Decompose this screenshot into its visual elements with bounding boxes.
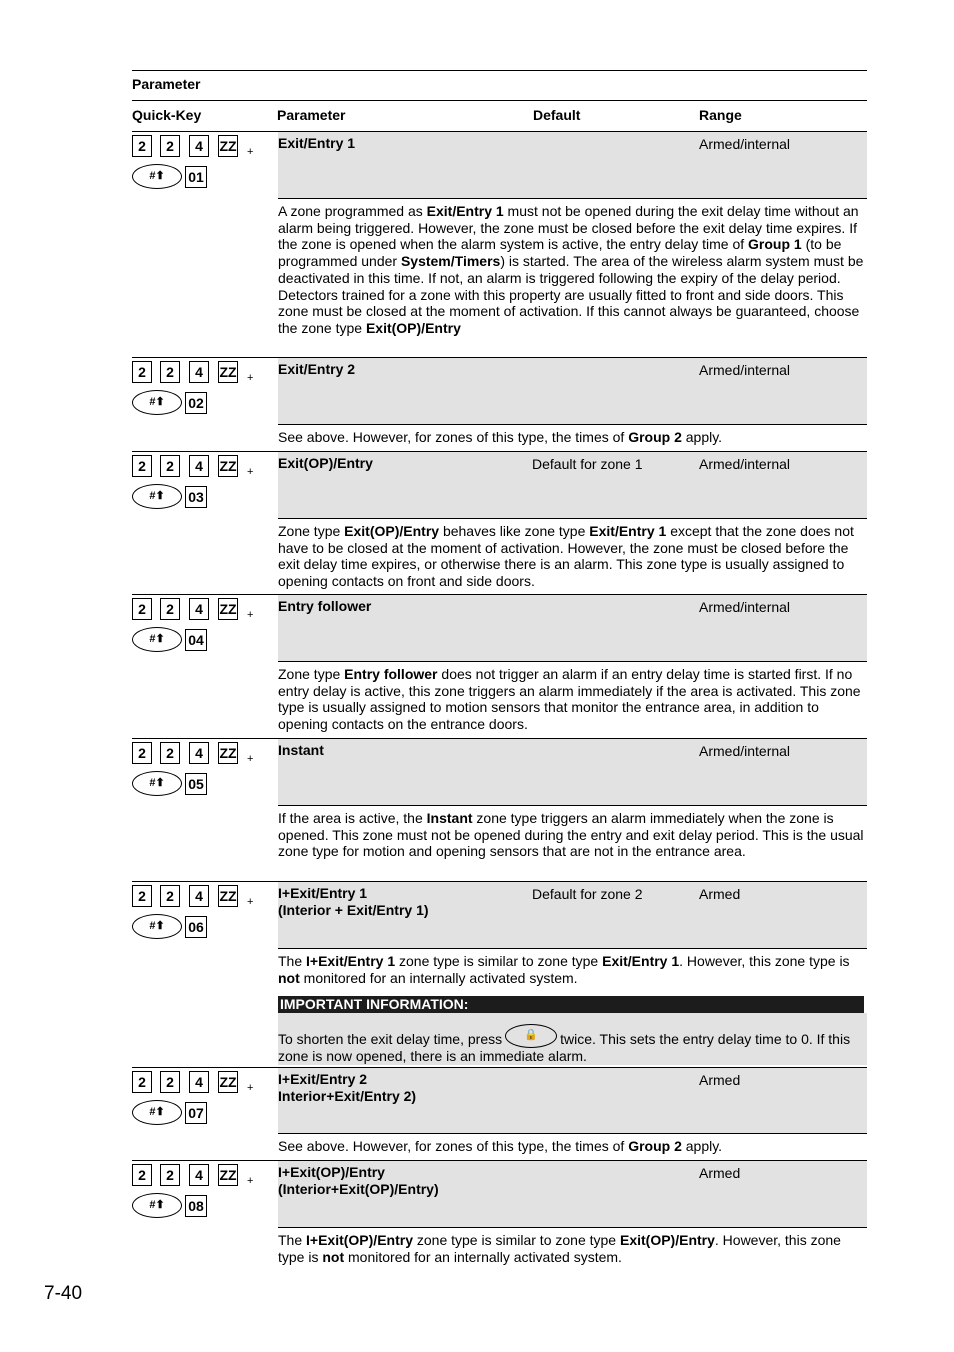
zone-type-code: 06 [185,916,207,938]
emphasis-text: Group 2 [628,429,682,445]
plus-sign: + [247,896,254,908]
description-text: (to be programmed under [278,236,842,270]
parameter-range: Armed/internal [699,362,791,378]
parameter-description [278,953,868,986]
emphasis-text: Group 1 [748,236,802,253]
hash-up-arrow-key-icon: #⬆ [132,484,182,509]
important-text-after: twice. This sets the entry delay time to 0. If this zone is now opened, there is an immediate alarm. [278,1031,851,1065]
description-text: The [278,953,307,969]
parameter-name-line: I+Exit(OP)/Entry [278,1164,385,1180]
description-text: . However, this zone type is [679,953,850,969]
description-text: apply. [681,1138,723,1154]
parameter-name-subtitle: (Interior+Exit(OP)/Entry) [278,1181,439,1197]
column-header-quickkey: Quick-Key [132,107,202,123]
hash-up-arrow-key-icon: #⬆ [132,914,182,939]
zone-type-code: 08 [185,1195,207,1217]
emphasis-text: Exit/Entry 1 [602,953,680,969]
description-text: zone type triggers an alarm immediately when the zone is opened. This zone must not be opened during the entry and exit delay period. This is the usual zone type for motion and opening sensors that are not in the entrance area. [278,810,864,860]
parameter-name-subtitle: (Interior + Exit/Entry 1) [278,902,429,918]
parameter-description [278,666,868,733]
description-text: The [278,1232,307,1248]
digit-key-icon: 4 [189,742,209,764]
digit-key-icon: 2 [132,742,152,764]
zone-key-icon: ZZ [218,742,238,764]
description-text: monitored for an internally activated system. [299,969,578,986]
zone-key-icon: ZZ [218,135,238,157]
important-information-box [278,1013,867,1065]
digit-key-icon: 4 [189,361,209,383]
column-header-parameter: Parameter [277,107,346,123]
zone-type-code: 07 [185,1102,207,1124]
quick-key-sequence [132,598,272,658]
parameter-name [278,361,518,378]
parameter-range: Armed/internal [699,743,791,759]
description-text: ) is started. The area of the wireless alarm system must be deactivated in this time. If not, an alarm is triggered following the expiry of the delay period. Detectors trained for a zone with this property are usually fitted to front and side doors. This zone must be closed at the moment of activation. If this cannot always be guaranteed, choose the zone type [278,253,864,336]
parameter-range: Armed/internal [699,599,791,615]
parameter-name-line: Exit(OP)/Entry [278,455,373,471]
parameter-name [278,885,518,919]
digit-key-icon: 4 [189,1164,209,1186]
plus-sign: + [247,609,254,621]
column-header-range: Range [699,107,742,123]
emphasis-text: I+Exit(OP)/Entry [306,1232,413,1248]
digit-key-icon: 2 [160,742,180,764]
emphasis-text: Exit(OP)/Entry [344,523,440,539]
digit-key-icon: 2 [160,598,180,620]
digit-key-icon: 2 [160,135,180,157]
parameter-name-line: I+Exit/Entry 2 [278,1071,368,1087]
digit-key-icon: 2 [132,455,152,477]
hash-up-arrow-key-icon: #⬆ [132,1100,182,1125]
emphasis-text: Entry follower [344,666,438,682]
quick-key-sequence [132,1071,272,1131]
emphasis-text: I+Exit/Entry 1 [306,953,396,969]
plus-sign: + [247,466,254,478]
plus-sign: + [247,372,254,384]
plus-sign: + [247,1082,254,1094]
parameter-range: Armed/internal [699,136,791,152]
digit-key-icon: 2 [160,1164,180,1186]
parameter-name [278,1164,518,1198]
digit-key-icon: 4 [189,135,209,157]
emphasis-text: Exit(OP)/Entry [619,1232,715,1248]
parameter-range: Armed [699,886,741,902]
zone-type-code: 01 [185,166,207,188]
quick-key-sequence [132,455,272,515]
emphasis-text: Instant [426,810,473,826]
description-text: Zone type [278,666,345,682]
parameter-name-line: Exit/Entry 2 [278,361,356,377]
digit-key-icon: 2 [132,135,152,157]
important-text-before: To shorten the exit delay time, press [278,1031,503,1047]
important-information-text [278,1031,858,1065]
hash-up-arrow-key-icon: #⬆ [132,390,182,415]
plus-sign: + [247,146,254,158]
emphasis-text: Group 2 [628,1138,682,1154]
digit-key-icon: 2 [160,1071,180,1093]
digit-key-icon: 2 [160,361,180,383]
quick-key-sequence [132,135,272,195]
description-text: except that the zone does not have to be closed at the moment of activation. However, the zone must be closed before the exit delay time expires, or otherwise there is an alarm. This zone type is usually assigned to opening contacts on front and side doors. [278,523,854,590]
emphasis-text: Exit/Entry 1 [426,203,504,219]
plus-sign: + [247,1175,254,1187]
parameter-name [278,598,518,615]
page-number: 7-40 [44,1283,83,1304]
quick-key-sequence [132,742,272,802]
description-text: See above. However, for zones of this type, the times of [278,429,629,445]
parameter-description [278,1232,868,1265]
emphasis-text: System/Timers [400,253,501,270]
digit-key-icon: 4 [189,885,209,907]
digit-key-icon: 2 [132,885,152,907]
top-rule [132,70,867,71]
digit-key-icon: 4 [189,455,209,477]
parameter-name-line: I+Exit/Entry 1 [278,885,368,901]
parameter-description [278,810,868,860]
parameter-description [278,203,868,337]
description-text: does not trigger an alarm if an entry delay time is started first. If no entry delay is active, this zone triggers an alarm immediately if the area is activated. This zone type is usually assigned to motion sensors that monitor the entrance area, in addition to opening contacts on the entrance doors. [278,666,861,733]
parameter-name [278,742,518,759]
zone-key-icon: ZZ [218,455,238,477]
hash-up-arrow-key-icon: #⬆ [132,1193,182,1218]
parameter-description [278,429,868,446]
quick-key-sequence [132,1164,272,1224]
zone-type-code: 03 [185,486,207,508]
hash-up-arrow-key-icon: #⬆ [132,771,182,796]
parameter-range: Armed [699,1165,741,1181]
parameter-name [278,455,518,472]
lock-key-icon: 🔒 [505,1024,557,1048]
emphasis-text: Exit/Entry 1 [589,523,667,539]
zone-key-icon: ZZ [218,1164,238,1186]
zone-key-icon: ZZ [218,1071,238,1093]
parameter-name-line: Entry follower [278,598,372,614]
zone-key-icon: ZZ [218,598,238,620]
digit-key-icon: 2 [132,361,152,383]
digit-key-icon: 2 [160,455,180,477]
parameter-name-line: Exit/Entry 1 [278,135,356,151]
parameter-name-subtitle: Interior+Exit/Entry 2) [278,1088,417,1104]
digit-key-icon: 2 [132,598,152,620]
zone-key-icon: ZZ [218,885,238,907]
parameter-description [278,1138,868,1155]
description-text: . However, this zone type is [278,1232,841,1265]
description-text: See above. However, for zones of this type, the times of [278,1138,629,1154]
description-text: A zone programmed as [278,203,427,219]
parameter-default: Default for zone 2 [532,886,643,902]
digit-key-icon: 4 [189,1071,209,1093]
description-text: zone type is similar to zone type [412,1232,620,1248]
digit-key-icon: 4 [189,598,209,620]
emphasis-text: not [322,1248,345,1265]
hash-up-arrow-key-icon: #⬆ [132,627,182,652]
parameter-name [278,1071,518,1105]
digit-key-icon: 2 [132,1164,152,1186]
description-text: Zone type [278,523,345,539]
plus-sign: + [247,753,254,765]
zone-type-code: 05 [185,773,207,795]
zone-key-icon: ZZ [218,361,238,383]
quick-key-sequence [132,885,272,945]
description-text: must not be opened during the exit delay time without an alarm being triggered. However, the zone must be closed before the exit delay time expires. If the zone is opened when the alarm system is active, the entry delay time of [278,203,859,253]
description-text: zone type is similar to zone type [395,953,603,969]
digit-key-icon: 2 [160,885,180,907]
zone-type-code: 02 [185,392,207,414]
parameter-range: Armed [699,1072,741,1088]
parameter-range: Armed/internal [699,456,791,472]
important-information-heading: IMPORTANT INFORMATION: [278,996,864,1013]
parameter-name-line: Instant [278,742,324,758]
parameter-default: Default for zone 1 [532,456,643,472]
description-text: If the area is active, the [278,810,427,826]
column-header-default: Default [533,107,581,123]
hash-up-arrow-key-icon: #⬆ [132,164,182,189]
quick-key-sequence [132,361,272,421]
zone-type-code: 04 [185,629,207,651]
description-text: apply. [681,429,723,445]
description-text: monitored for an internally activated system. [344,1248,622,1265]
emphasis-text: not [278,969,300,986]
header-top-rule [132,100,867,101]
parameter-name [278,135,518,152]
parameter-description [278,523,868,590]
section-label: Parameter [132,76,201,92]
digit-key-icon: 2 [132,1071,152,1093]
emphasis-text: Exit(OP)/Entry [365,319,461,336]
description-text: behaves like zone type [439,523,590,539]
